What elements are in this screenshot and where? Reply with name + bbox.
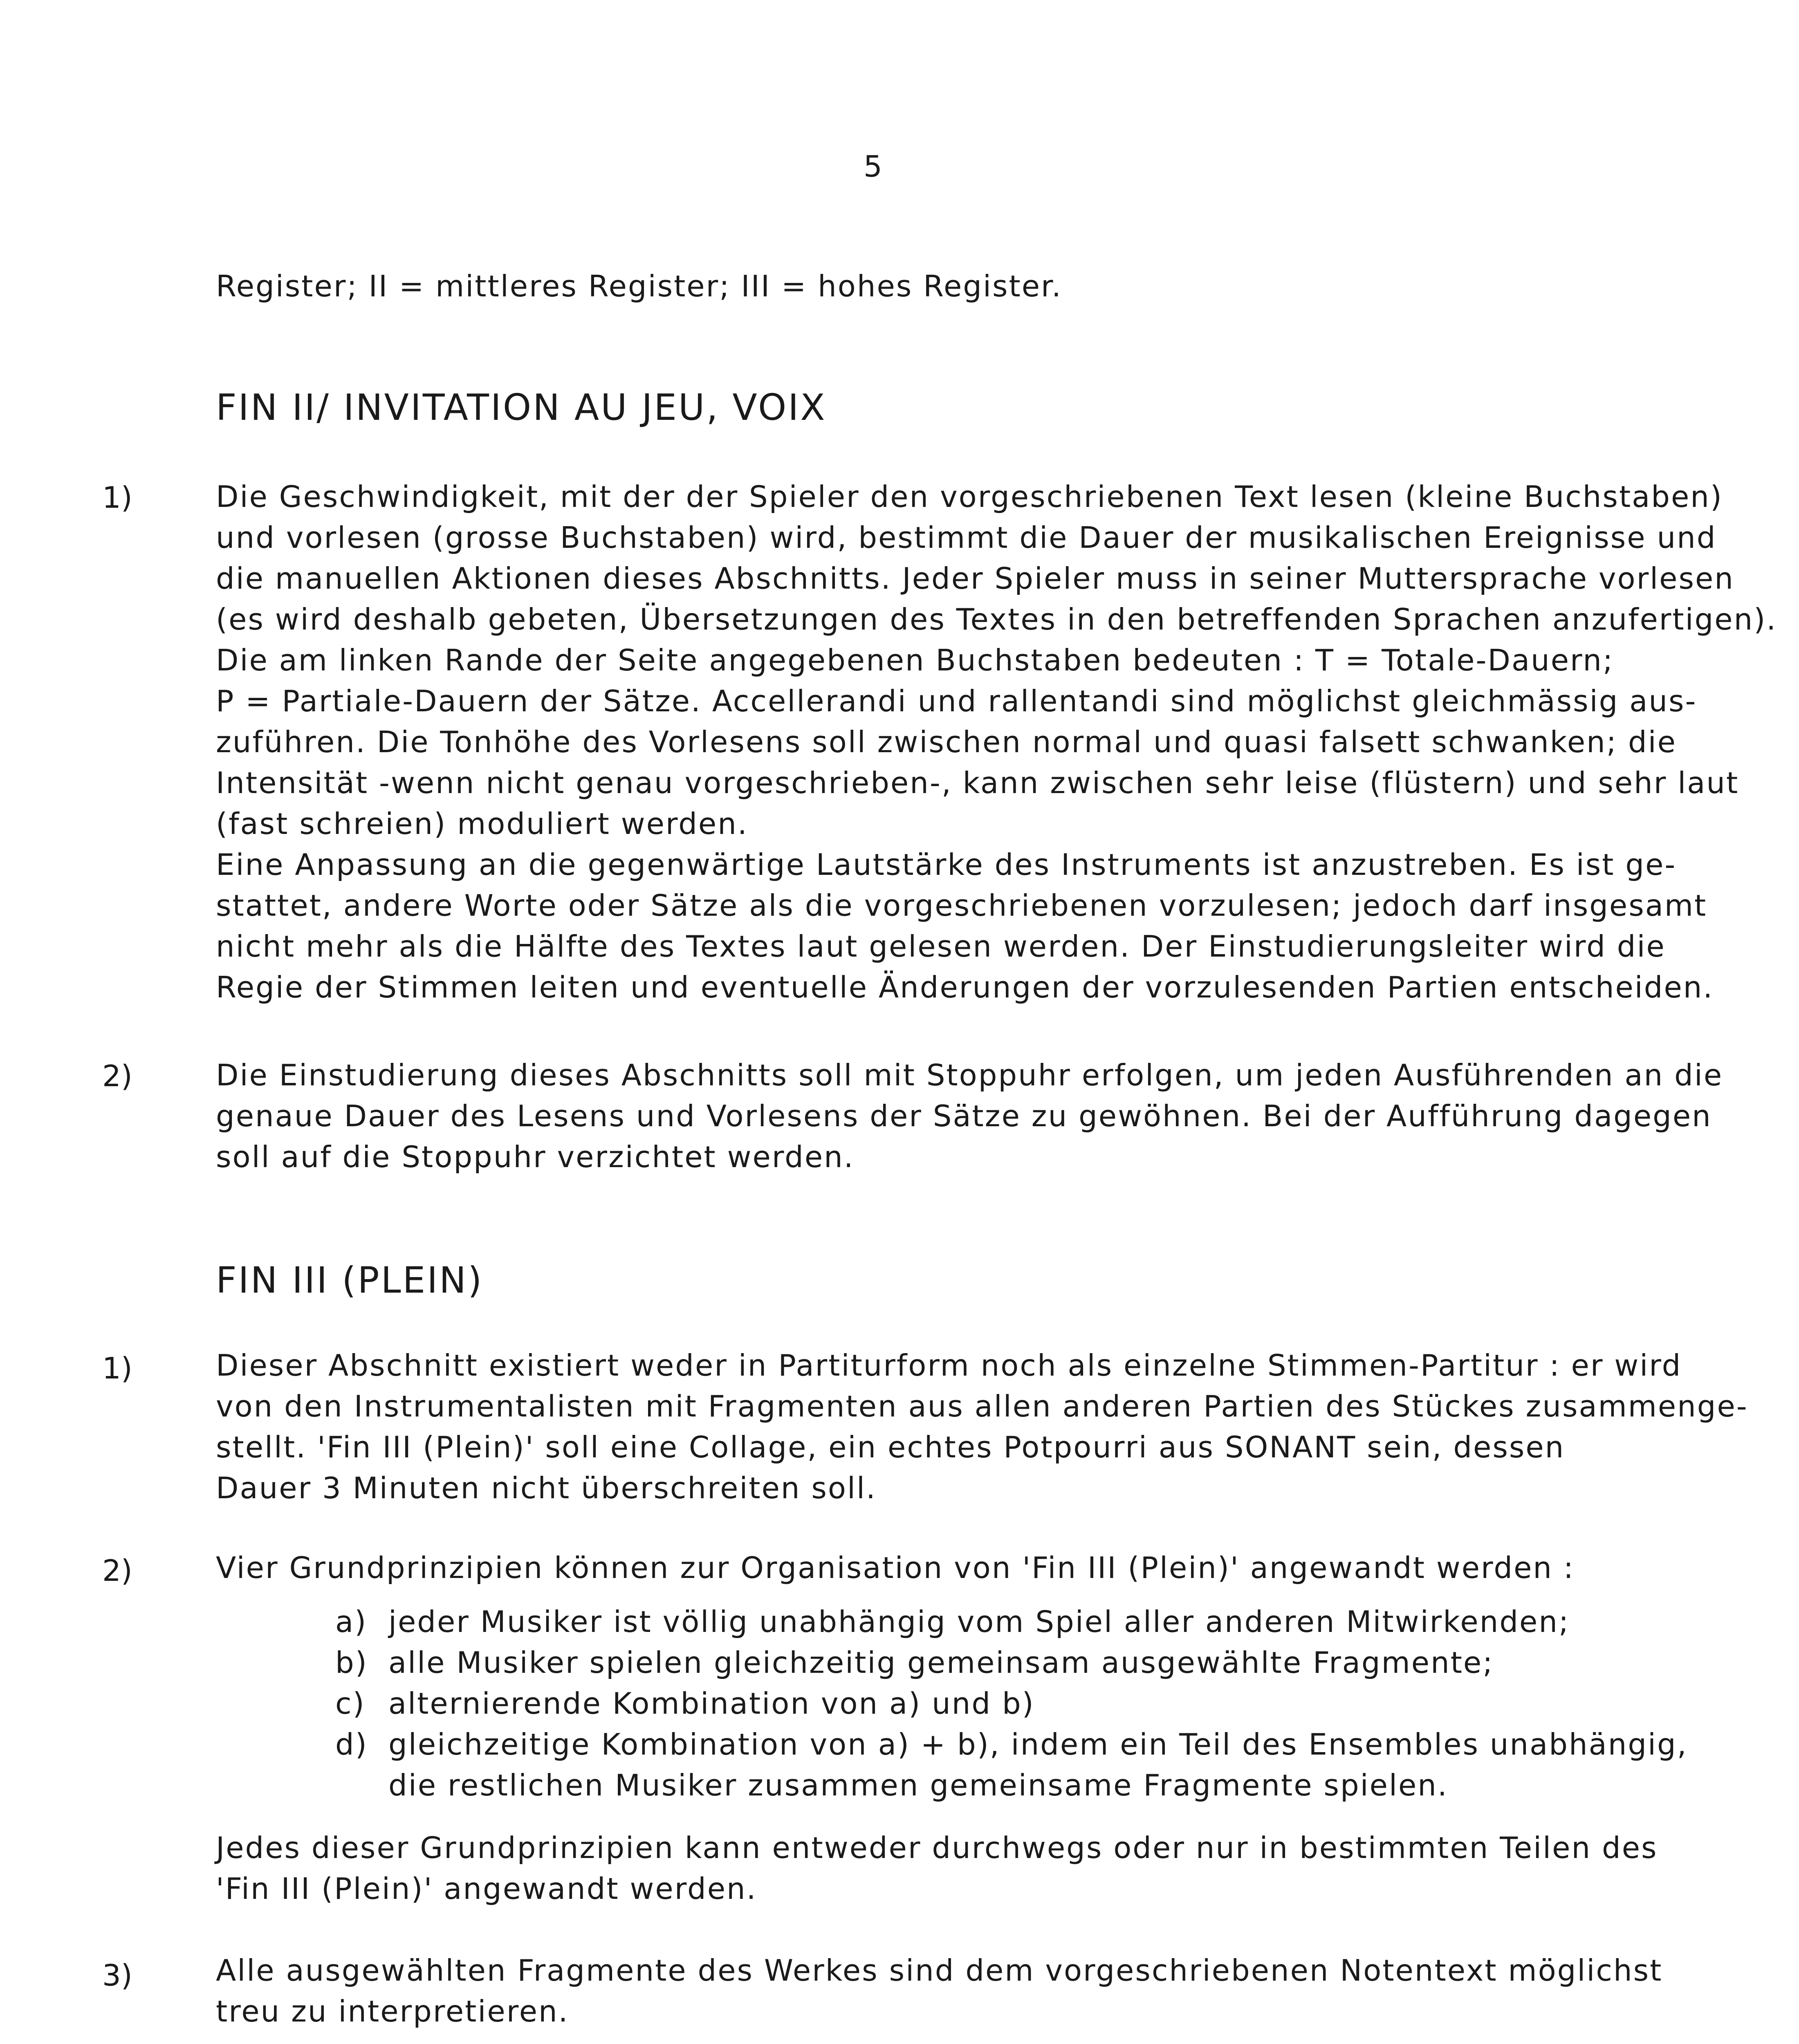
list-item-text: alternierende Kombination von a) und b) xyxy=(388,1686,1035,1721)
text-line: nicht mehr als die Hälfte des Textes laut gelesen werden. Der Einstudierungsleiter wird die xyxy=(216,929,1666,964)
text-line: Register; II = mittleres Register; III = hohes Register. xyxy=(216,269,1062,303)
text-line: Regie der Stimmen leiten und eventuelle Änderungen der vorzulesenden Partien entscheiden. xyxy=(216,970,1714,1004)
text-line: Dauer 3 Minuten nicht überschreiten soll. xyxy=(216,1471,877,1505)
list-item-letter: a) xyxy=(335,1605,368,1639)
text-line: Alle ausgewählten Fragmente des Werkes sind dem vorgeschriebenen Notentext möglichst xyxy=(216,1953,1663,1988)
list-item-text: jeder Musiker ist völlig unabhängig vom Spiel aller anderen Mitwirkenden; xyxy=(388,1605,1570,1639)
list-item xyxy=(335,1727,1688,1762)
item-number: 2) xyxy=(102,1553,132,1588)
text-line: Die am linken Rande der Seite angegebenen Buchstaben bedeuten : T = Totale-Dauern; xyxy=(216,643,1614,677)
list-item xyxy=(335,1605,1570,1639)
text-line: und vorlesen (grosse Buchstaben) wird, bestimmt die Dauer der musikalischen Ereignisse und xyxy=(216,520,1717,555)
text-line: zuführen. Die Tonhöhe des Vorlesens soll zwischen normal und quasi falsett schwanken; die xyxy=(216,725,1677,759)
text-line: von den Instrumentalisten mit Fragmenten aus allen anderen Partien des Stückes zusammenge- xyxy=(216,1389,1748,1423)
fin2-item2-paragraph xyxy=(216,1055,1723,1177)
item-number: 1) xyxy=(102,480,132,515)
fin3-item1-paragraph xyxy=(216,1345,1748,1508)
text-line: (fast schreien) moduliert werden. xyxy=(216,807,748,841)
list-item xyxy=(335,1686,1035,1721)
text-line: soll auf die Stoppuhr verzichtet werden. xyxy=(216,1140,855,1174)
text-line: genaue Dauer des Lesens und Vorlesens der Sätze zu gewöhnen. Bei der Aufführung dagegen xyxy=(216,1099,1712,1133)
list-item xyxy=(335,1645,1494,1680)
fin3-item2-outro xyxy=(216,1827,1658,1909)
text-line: 'Fin III (Plein)' angewandt werden. xyxy=(216,1871,757,1906)
section-title-fin-3: FIN III (PLEIN) xyxy=(216,1259,484,1301)
fin3-item3-paragraph xyxy=(216,1950,1663,2032)
section-title-fin-2: FIN II/ INVITATION AU JEU, VOIX xyxy=(216,386,827,428)
text-line: Die Einstudierung dieses Abschnitts soll mit Stoppuhr erfolgen, um jeden Ausführenden an die xyxy=(216,1058,1723,1092)
list-item-text: gleichzeitige Kombination von a) + b), indem ein Teil des Ensembles unabhängig, xyxy=(388,1727,1688,1762)
list-item-letter: d) xyxy=(335,1727,368,1762)
text-line: Die Geschwindigkeit, mit der der Spieler den vorgeschriebenen Text lesen (kleine Buchstaben) xyxy=(216,480,1723,514)
text-line: Intensität -wenn nicht genau vorgeschrieben-, kann zwischen sehr leise (flüstern) und sehr laut xyxy=(216,766,1739,800)
text-line: P = Partiale-Dauern der Sätze. Accellerandi und rallentandi sind möglichst gleichmässig aus- xyxy=(216,684,1697,718)
intro-paragraph xyxy=(216,266,1639,307)
text-line: Vier Grundprinzipien können zur Organisation von 'Fin III (Plein)' angewandt werden : xyxy=(216,1551,1575,1585)
text-line: Dieser Abschnitt existiert weder in Partiturform noch als einzelne Stimmen-Partitur : er wird xyxy=(216,1348,1682,1383)
item-number: 1) xyxy=(102,1351,132,1385)
page-number: 5 xyxy=(864,149,882,184)
text-line: Jedes dieser Grundprinzipien kann entweder durchwegs oder nur in bestimmten Teilen des xyxy=(216,1831,1658,1865)
item-number: 3) xyxy=(102,1958,132,1992)
text-line: die manuellen Aktionen dieses Abschnitts. Jeder Spieler muss in seiner Muttersprache vorlesen xyxy=(216,561,1734,596)
text-line: Eine Anpassung an die gegenwärtige Lautstärke des Instruments ist anzustreben. Es ist ge- xyxy=(216,847,1677,882)
list-item-letter: c) xyxy=(335,1686,366,1721)
list-item-continuation: die restlichen Musiker zusammen gemeinsame Fragmente spielen. xyxy=(388,1768,1448,1802)
text-line: stattet, andere Worte oder Sätze als die vorgeschriebenen vorzulesen; jedoch darf insgesamt xyxy=(216,888,1707,923)
list-item-letter: b) xyxy=(335,1645,368,1680)
item-number: 2) xyxy=(102,1059,132,1093)
text-line: (es wird deshalb gebeten, Übersetzungen des Textes in den betreffenden Sprachen anzufertigen). xyxy=(216,602,1777,637)
text-line: treu zu interpretieren. xyxy=(216,1994,569,2028)
fin2-item1-paragraph xyxy=(216,476,1777,1008)
text-line: stellt. 'Fin III (Plein)' soll eine Collage, ein echtes Potpourri aus SONANT sein, dessen xyxy=(216,1430,1565,1464)
list-item-text: alle Musiker spielen gleichzeitig gemeinsam ausgewählte Fragmente; xyxy=(388,1645,1494,1680)
fin3-item2-intro xyxy=(216,1547,1639,1588)
